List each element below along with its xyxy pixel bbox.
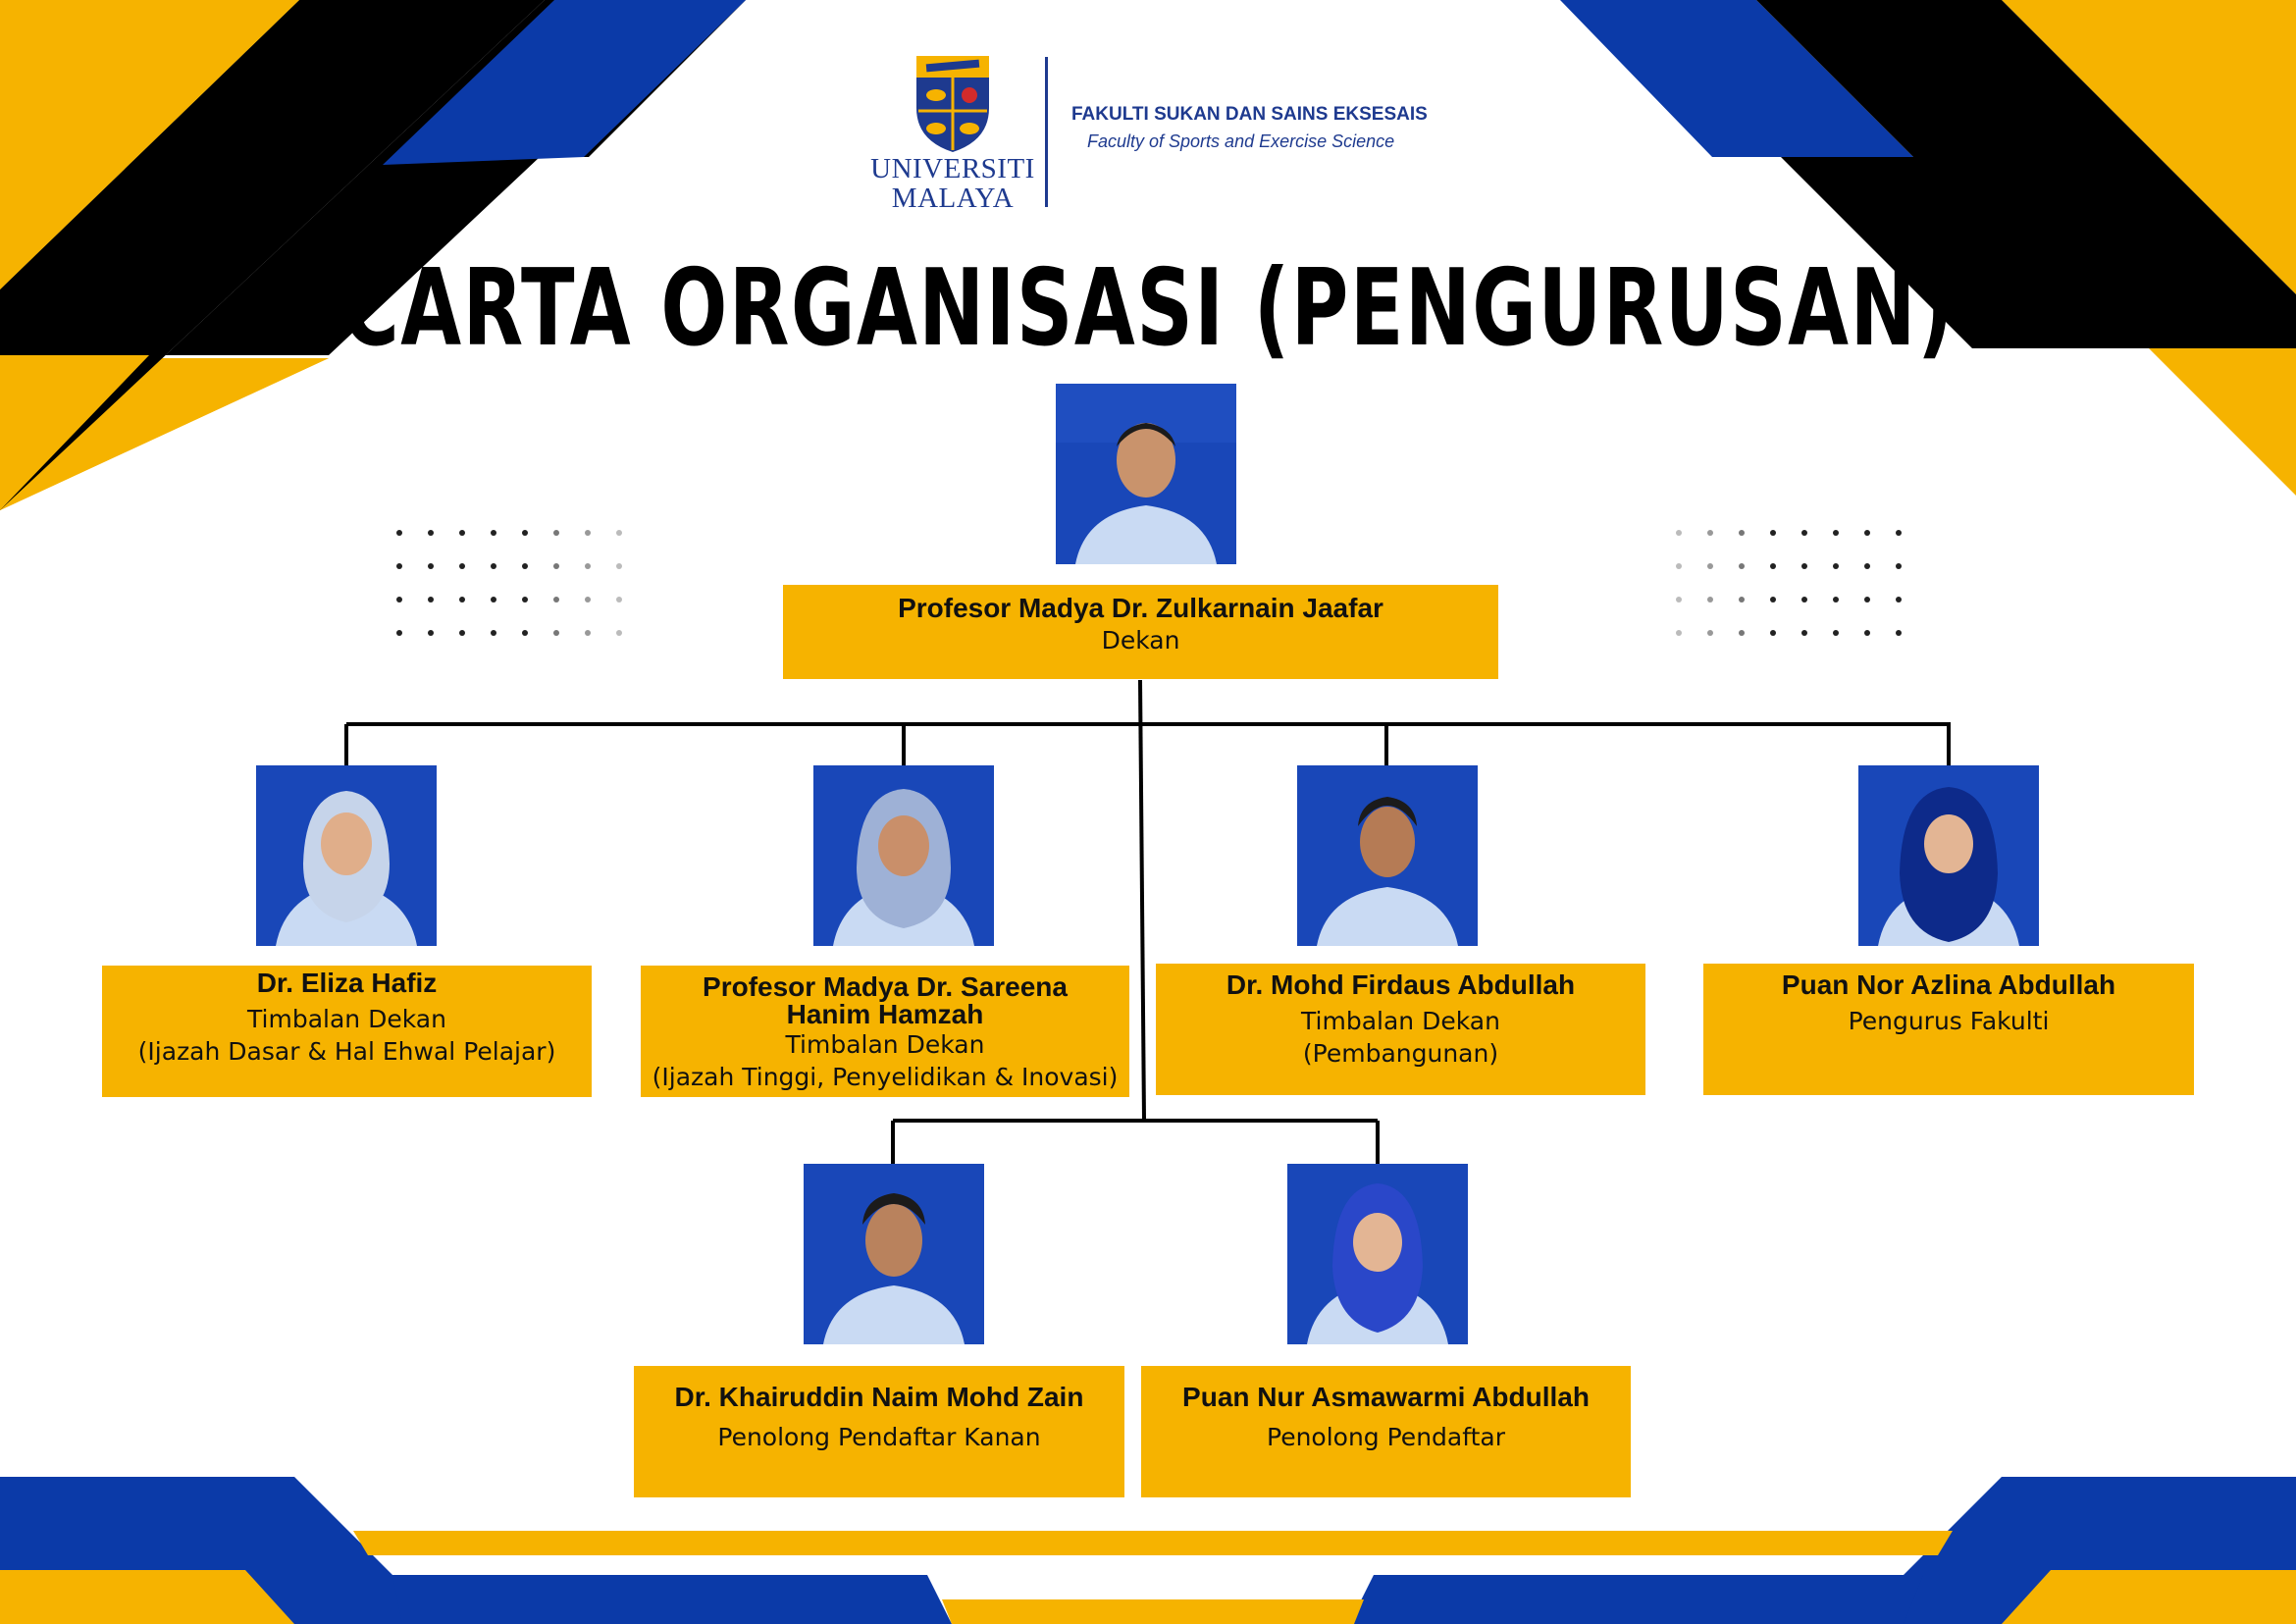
dot-grid-right bbox=[1676, 530, 1902, 636]
nur-asmawarmi-name: Puan Nur Asmawarmi Abdullah bbox=[1182, 1382, 1590, 1412]
faculty-logo-header bbox=[863, 54, 1452, 214]
nur-asmawarmi-box bbox=[1141, 1366, 1631, 1497]
dean-name: Profesor Madya Dr. Zulkarnain Jaafar bbox=[898, 593, 1383, 623]
mohd-firdaus-role-detail: (Pembangunan) bbox=[1302, 1039, 1499, 1068]
sareena-hanim-name-line1: Profesor Madya Dr. Sareena bbox=[703, 971, 1068, 1002]
mohd-firdaus-box bbox=[1156, 964, 1645, 1095]
nor-azlina-photo bbox=[1858, 765, 2039, 946]
mohd-firdaus-role: Timbalan Dekan bbox=[1301, 1007, 1500, 1035]
faculty-name-malay: FAKULTI SUKAN DAN SAINS EKSESAIS bbox=[1071, 104, 1428, 125]
khairuddin-naim-box bbox=[634, 1366, 1124, 1497]
nor-azlina-role: Pengurus Fakulti bbox=[1848, 1007, 2050, 1035]
khairuddin-naim-role: Penolong Pendaftar Kanan bbox=[717, 1423, 1041, 1451]
dean-box bbox=[783, 585, 1498, 679]
eliza-hafiz-photo bbox=[256, 765, 437, 946]
dean-role: Dekan bbox=[1101, 626, 1180, 655]
eliza-hafiz-box bbox=[102, 966, 592, 1097]
khairuddin-naim-name: Dr. Khairuddin Naim Mohd Zain bbox=[674, 1382, 1084, 1412]
nor-azlina-box bbox=[1703, 964, 2194, 1095]
dot-grid-left bbox=[396, 530, 622, 636]
sareena-hanim-role-detail: (Ijazah Tinggi, Penyelidikan & Inovasi) bbox=[652, 1063, 1119, 1091]
nur-asmawarmi-photo bbox=[1287, 1164, 1468, 1344]
eliza-hafiz-name: Dr. Eliza Hafiz bbox=[256, 968, 438, 998]
faculty-name-english: Faculty of Sports and Exercise Science bbox=[1087, 131, 1395, 151]
university-crest-icon bbox=[913, 54, 993, 154]
khairuddin-naim-photo bbox=[804, 1164, 984, 1344]
dean-photo bbox=[1056, 384, 1236, 564]
page-title: CARTA ORGANISASI (PENGURUSAN) bbox=[341, 247, 1955, 370]
mohd-firdaus-name: Dr. Mohd Firdaus Abdullah bbox=[1226, 969, 1576, 1000]
sareena-hanim-box bbox=[641, 966, 1129, 1097]
nor-azlina-name: Puan Nor Azlina Abdullah bbox=[1781, 969, 2116, 1000]
university-name: UNIVERSITI MALAYA bbox=[870, 153, 1035, 214]
eliza-hafiz-role: Timbalan Dekan bbox=[247, 1005, 446, 1033]
sareena-hanim-photo bbox=[813, 765, 994, 946]
sareena-hanim-role: Timbalan Dekan bbox=[785, 1030, 985, 1059]
sareena-hanim-name-line2: Hanim Hamzah bbox=[786, 999, 984, 1029]
nur-asmawarmi-role: Penolong Pendaftar bbox=[1267, 1423, 1505, 1451]
mohd-firdaus-photo bbox=[1297, 765, 1478, 946]
logo-divider bbox=[1045, 57, 1048, 207]
eliza-hafiz-role-detail: (Ijazah Dasar & Hal Ehwal Pelajar) bbox=[137, 1037, 556, 1066]
